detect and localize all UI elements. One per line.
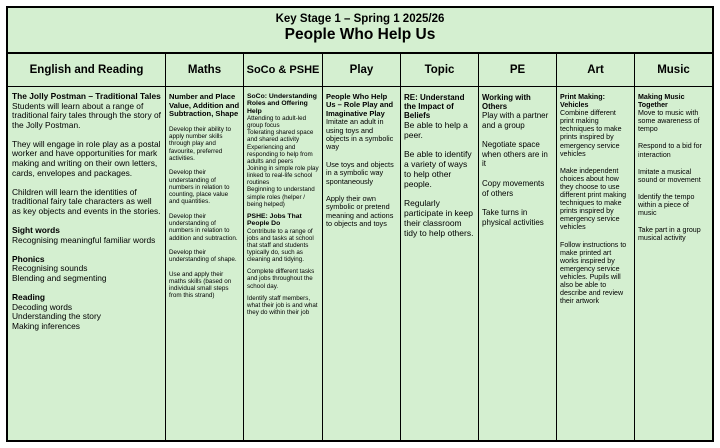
content-block [638, 142, 709, 158]
block-text: Be able to identify a variety of ways to help other people. [404, 149, 472, 189]
header [8, 8, 712, 54]
block-text: Combine different print making techniques to make prints inspired by emergency service vehicles [560, 109, 622, 158]
content-block [482, 208, 553, 227]
content-block [326, 195, 397, 229]
block-text: Play with a partner and a group [482, 111, 549, 130]
content-block [638, 93, 709, 133]
content-block [326, 93, 397, 152]
block-text: Take part in a group musical activity [638, 226, 701, 243]
column-maths [166, 54, 244, 440]
block-text: Contribute to a range of jobs and tasks at school that staff and students typically do, such as cleaning and tidying. [247, 227, 314, 264]
content-block [638, 226, 709, 242]
content-block [247, 213, 319, 263]
block-heading: Making Music Together [638, 93, 685, 110]
content-block [12, 92, 162, 130]
content-block [169, 126, 240, 162]
content-block [482, 179, 553, 198]
block-text: Recognising sounds Blending and segmenting [12, 263, 107, 283]
block-text: Regularly participate in keep their classroom tidy to help others. [404, 198, 474, 238]
column-heading: Music [635, 54, 712, 87]
column-body [401, 87, 478, 238]
content-block [247, 295, 319, 316]
block-heading: Working with Others [482, 93, 531, 111]
content-block [169, 249, 240, 264]
block-text: Follow instructions to make printed art works inspired by emergency service vehicles. Pupils will also be able to describe and review their artwork [560, 240, 627, 306]
block-heading: Reading [12, 292, 46, 302]
column-body [323, 87, 400, 229]
block-text: Recognising meaningful familiar words [12, 234, 156, 245]
block-text: Negotiate space when others are in it [482, 140, 548, 169]
block-heading: Sight words [12, 225, 60, 236]
content-block [638, 168, 709, 184]
column-music [635, 54, 712, 440]
column-body [557, 87, 634, 305]
subject-columns [8, 54, 712, 440]
column-body [166, 87, 243, 300]
block-text: Attending to adult-led group focus Tolerating shared space and shared activity Experiencing and responding to help from adults and peers Joining in simple role play linked to real-life school routines Beginning to understand simple roles (helper / being helped) [247, 114, 319, 208]
block-text: Identify staff members, what their job is and what they do within their job [247, 294, 318, 317]
block-text: Move to music with some awareness of tempo [638, 109, 700, 134]
page-title: People Who Help Us [284, 26, 436, 43]
content-block [12, 226, 162, 245]
column-body [8, 87, 165, 331]
block-text: Be able to help a peer. [404, 120, 468, 140]
block-heading: PSHE: Jobs That People Do [247, 212, 302, 228]
block-text: Develop their understanding of shape. [169, 248, 237, 264]
content-block [482, 93, 553, 130]
content-block [560, 93, 631, 158]
content-block [169, 271, 240, 300]
column-body [244, 87, 322, 316]
term-subtitle: Key Stage 1 – Spring 1 2025/26 [275, 13, 445, 25]
column-art [557, 54, 635, 440]
block-text: Students will learn about a range of traditional fairy tales through the story of the Jolly Postman. [12, 100, 161, 130]
block-text: Identify the tempo within a piece of music [638, 192, 695, 218]
column-topic [401, 54, 479, 440]
content-block [404, 149, 475, 189]
content-block [12, 188, 162, 217]
block-text: Respond to a bid for interaction [638, 142, 702, 159]
block-text: Take turns in physical activities [482, 208, 544, 227]
block-heading: People Who Help Us – Role Play and Imaginative Play [326, 92, 394, 118]
block-text: Imitate an adult in using toys and objects in a symbolic way [326, 117, 394, 152]
content-block [560, 167, 631, 232]
content-block [560, 241, 631, 306]
column-heading: English and Reading [8, 54, 165, 87]
content-block [169, 213, 240, 242]
curriculum-table [6, 6, 714, 442]
column-heading: Topic [401, 54, 478, 87]
column-heading: PE [479, 54, 556, 87]
column-heading: Maths [166, 54, 243, 87]
block-heading: The Jolly Postman – Traditional Tales [12, 91, 161, 101]
block-heading: Phonics [12, 253, 45, 264]
column-body [479, 87, 556, 227]
block-text: Develop their ability to apply number skills through play and favourite, preferred activities. [169, 125, 231, 162]
content-block [404, 93, 475, 140]
column-body [635, 87, 712, 242]
column-play [323, 54, 401, 440]
block-text: Apply their own symbolic or pretend meaning and actions to objects and toys [326, 194, 394, 229]
column-heading: SoCo & PSHE [244, 54, 322, 87]
block-text: Use toys and objects in a symbolic way spontaneously [326, 159, 394, 186]
content-block [247, 93, 319, 208]
block-text: Make independent choices about how they choose to use different print making techniques to make prints inspired by emergency service vehicles [560, 166, 627, 232]
content-block [326, 161, 397, 186]
block-text: Complete different tasks and jobs throughout the school day. [247, 268, 315, 290]
content-block [12, 140, 162, 178]
content-block [404, 198, 475, 238]
content-block [482, 140, 553, 169]
block-text: Copy movements of others [482, 178, 545, 198]
block-heading: Print Making: Vehicles [560, 93, 605, 110]
column-heading: Play [323, 54, 400, 87]
block-text: They will engage in role play as a postal worker and have opportunities for mark making and writing on their own letters, cards, envelopes and packages. [12, 138, 161, 178]
block-text: Children will learn the identities of traditional fairy tale characters as well as key objects and events in the stories. [12, 186, 161, 216]
block-heading: Number and Place Value, Addition and Subtraction, Shape [169, 92, 240, 119]
content-block [638, 193, 709, 217]
column-pe [479, 54, 557, 440]
block-text: Imitate a musical sound or movement [638, 167, 701, 184]
block-heading: SoCo: Understanding Roles and Offering Help [247, 93, 317, 115]
block-text: Use and apply their maths skills (based on individual small steps from this strand) [169, 270, 232, 300]
column-english [8, 54, 166, 440]
content-block [12, 255, 162, 284]
column-soco-pshe [244, 54, 323, 440]
column-heading: Art [557, 54, 634, 87]
content-block [247, 268, 319, 289]
block-text: Develop their understanding of numbers in relation to counting, place value and quantities. [169, 169, 230, 206]
content-block [169, 93, 240, 119]
block-text: Decoding words Understanding the story Making inferences [12, 301, 101, 331]
content-block [12, 293, 162, 331]
block-text: Develop their understanding of numbers in relation to addition and subtraction. [169, 212, 238, 242]
content-block [169, 169, 240, 205]
block-heading: RE: Understand the Impact of Beliefs [404, 93, 465, 120]
